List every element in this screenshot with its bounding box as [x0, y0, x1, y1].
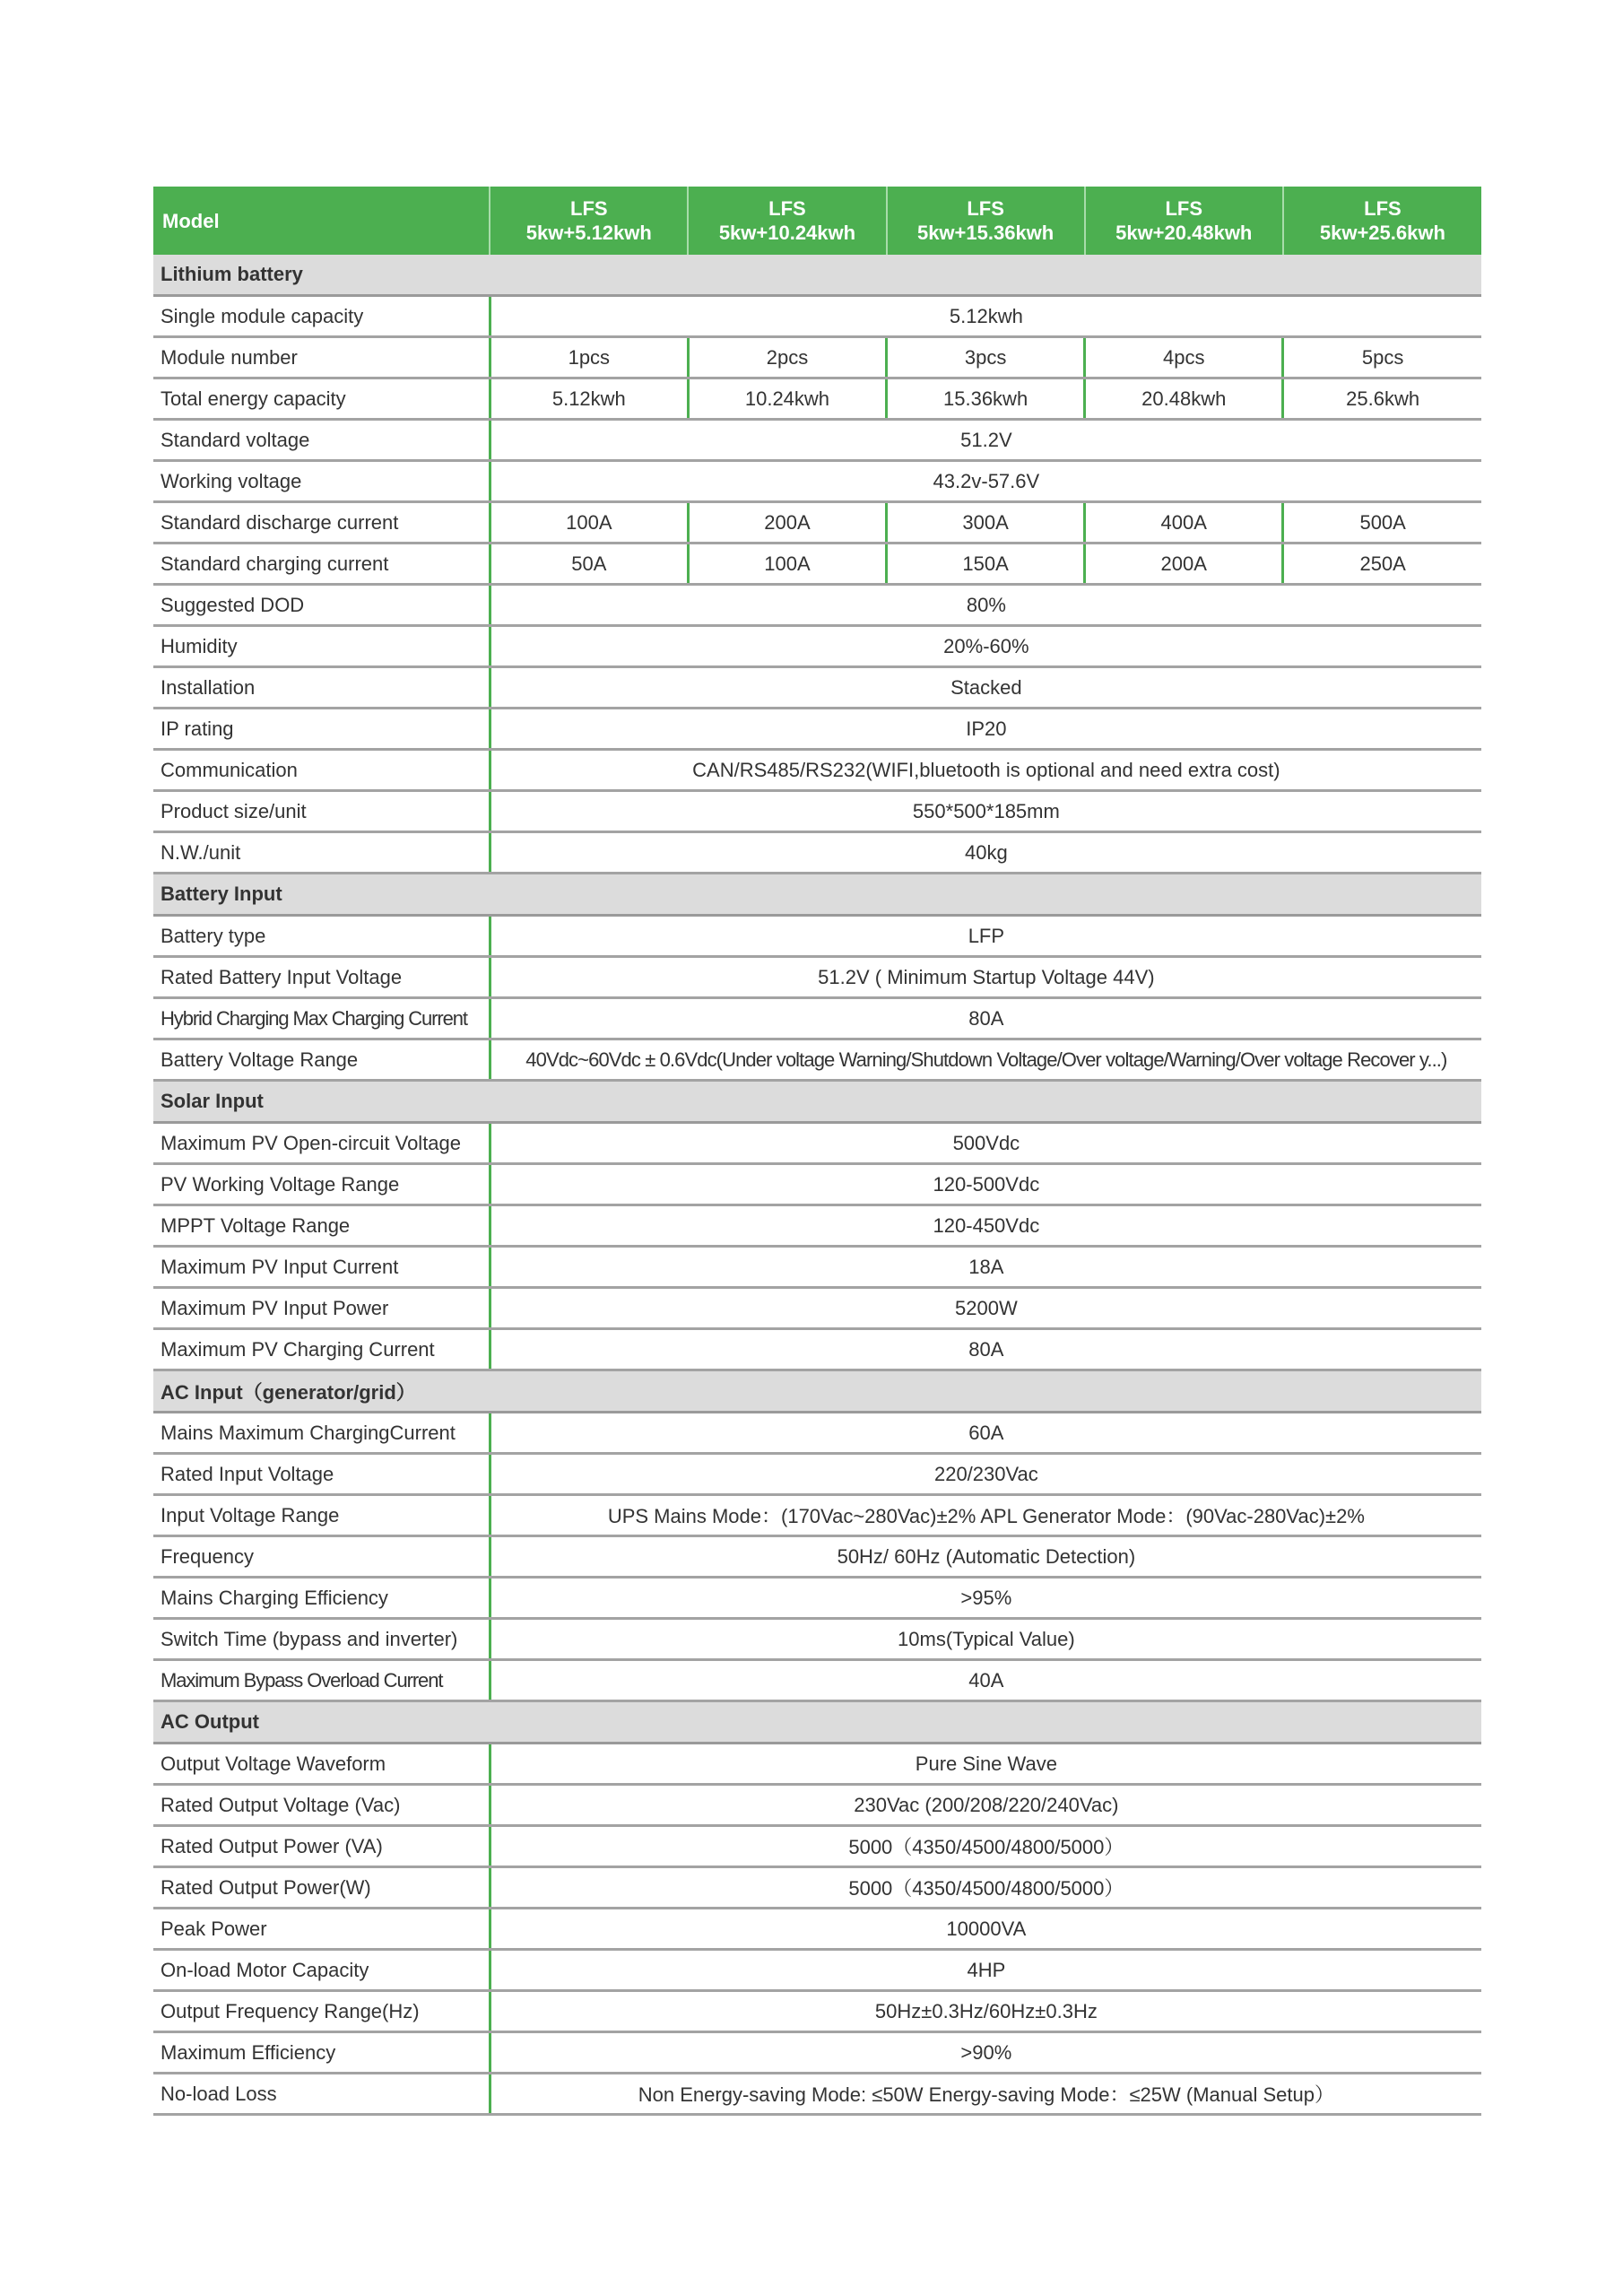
row-value: 3pcs [887, 337, 1085, 378]
row-label: Communication [153, 750, 490, 791]
section-title: Solar Input [153, 1081, 1481, 1123]
table-row [153, 1619, 1481, 1660]
table-row [153, 1495, 1481, 1536]
model-label: Model [153, 187, 490, 255]
table-row [153, 461, 1481, 502]
row-value: 20.48kwh [1085, 378, 1283, 420]
table-row [153, 1744, 1481, 1785]
row-value: 4HP [490, 1950, 1481, 1991]
row-value: 80A [490, 998, 1481, 1039]
row-value: 5200W [490, 1288, 1481, 1329]
row-label: Working voltage [153, 461, 490, 502]
row-value: 230Vac (200/208/220/240Vac) [490, 1785, 1481, 1826]
row-value: 5000（4350/4500/4800/5000） [490, 1867, 1481, 1909]
table-row [153, 957, 1481, 998]
row-label: Peak Power [153, 1909, 490, 1950]
row-label: Maximum PV Input Current [153, 1247, 490, 1288]
row-label: Rated Output Power(W) [153, 1867, 490, 1909]
section-title: Lithium battery [153, 255, 1481, 296]
row-value: 40Vdc~60Vdc ± 0.6Vdc(Under voltage Warning/Shutdown Voltage/Over voltage/Warning/Over voltage Recover y...) [490, 1039, 1481, 1081]
row-value: 51.2V ( Minimum Startup Voltage 44V) [490, 957, 1481, 998]
table-row [153, 998, 1481, 1039]
row-value: 300A [887, 502, 1085, 544]
model-column-line2: 5kw+15.36kwh [916, 222, 1055, 244]
row-label: Standard voltage [153, 420, 490, 461]
table-row [153, 502, 1481, 544]
table-row [153, 916, 1481, 957]
row-value: Non Energy-saving Mode: ≤50W Energy-saving Mode：≤25W (Manual Setup） [490, 2074, 1481, 2115]
section-battery-input [153, 874, 1481, 916]
row-value: 43.2v-57.6V [490, 461, 1481, 502]
spec-table [153, 187, 1481, 2116]
row-value: 80A [490, 1329, 1481, 1370]
table-row [153, 1247, 1481, 1288]
row-value: 550*500*185mm [490, 791, 1481, 832]
row-label: Standard discharge current [153, 502, 490, 544]
table-row [153, 1950, 1481, 1991]
table-row [153, 1123, 1481, 1164]
row-label: Total energy capacity [153, 378, 490, 420]
row-label: Maximum Bypass Overload Current [153, 1660, 490, 1701]
row-value: >90% [490, 2032, 1481, 2074]
table-row [153, 544, 1481, 585]
table-row [153, 1991, 1481, 2032]
row-value: 250A [1283, 544, 1481, 585]
row-value: 25.6kwh [1283, 378, 1481, 420]
row-value: 50A [490, 544, 688, 585]
row-label: N.W./unit [153, 832, 490, 874]
model-column-line1: LFS [768, 197, 806, 220]
section-title: Battery Input [153, 874, 1481, 916]
row-value: 5.12kwh [490, 378, 688, 420]
row-value: 100A [490, 502, 688, 544]
row-value: 200A [688, 502, 886, 544]
model-column-line1: LFS [967, 197, 1004, 220]
row-label: Rated Output Power (VA) [153, 1826, 490, 1867]
row-value: 120-500Vdc [490, 1164, 1481, 1205]
row-label: Single module capacity [153, 296, 490, 337]
row-label: On-load Motor Capacity [153, 1950, 490, 1991]
section-title: AC Input（generator/grid） [153, 1370, 1481, 1413]
table-row [153, 2032, 1481, 2074]
table-row [153, 1660, 1481, 1701]
table-row [153, 832, 1481, 874]
row-label: Standard charging current [153, 544, 490, 585]
row-value: 5pcs [1283, 337, 1481, 378]
row-value: 10000VA [490, 1909, 1481, 1950]
row-label: Humidity [153, 626, 490, 667]
table-row [153, 378, 1481, 420]
row-label: Input Voltage Range [153, 1495, 490, 1536]
row-value: Pure Sine Wave [490, 1744, 1481, 1785]
section-solar-input [153, 1081, 1481, 1123]
row-value: 5.12kwh [490, 296, 1481, 337]
row-label: Module number [153, 337, 490, 378]
row-value: 5000（4350/4500/4800/5000） [490, 1826, 1481, 1867]
table-row [153, 1826, 1481, 1867]
table-row [153, 709, 1481, 750]
table-row [153, 1413, 1481, 1454]
model-column-4 [1085, 187, 1283, 255]
header-row [153, 187, 1481, 255]
row-value: 10.24kwh [688, 378, 886, 420]
row-value: 150A [887, 544, 1085, 585]
row-label: Battery Voltage Range [153, 1039, 490, 1081]
model-column-line1: LFS [1364, 197, 1402, 220]
section-lithium-battery [153, 255, 1481, 296]
row-label: Maximum PV Charging Current [153, 1329, 490, 1370]
row-label: Output Frequency Range(Hz) [153, 1991, 490, 2032]
table-row [153, 1039, 1481, 1081]
row-value: >95% [490, 1578, 1481, 1619]
row-value: 50Hz±0.3Hz/60Hz±0.3Hz [490, 1991, 1481, 2032]
model-column-1 [490, 187, 688, 255]
row-label: PV Working Voltage Range [153, 1164, 490, 1205]
row-label: IP rating [153, 709, 490, 750]
table-row [153, 2074, 1481, 2115]
table-row [153, 296, 1481, 337]
row-label: Suggested DOD [153, 585, 490, 626]
row-value: 100A [688, 544, 886, 585]
table-row [153, 1909, 1481, 1950]
model-column-line1: LFS [570, 197, 608, 220]
row-value: 51.2V [490, 420, 1481, 461]
row-value: 40kg [490, 832, 1481, 874]
row-value: 2pcs [688, 337, 886, 378]
row-value: 120-450Vdc [490, 1205, 1481, 1247]
row-value: 500Vdc [490, 1123, 1481, 1164]
row-value: CAN/RS485/RS232(WIFI,bluetooth is optional and need extra cost) [490, 750, 1481, 791]
model-column-3 [887, 187, 1085, 255]
row-label: Switch Time (bypass and inverter) [153, 1619, 490, 1660]
table-row [153, 667, 1481, 709]
table-row [153, 1329, 1481, 1370]
row-value: 10ms(Typical Value) [490, 1619, 1481, 1660]
row-label: Mains Maximum ChargingCurrent [153, 1413, 490, 1454]
row-label: Rated Output Voltage (Vac) [153, 1785, 490, 1826]
row-value: 80% [490, 585, 1481, 626]
section-ac-input [153, 1370, 1481, 1413]
model-column-2 [688, 187, 886, 255]
model-column-line2: 5kw+20.48kwh [1115, 222, 1253, 244]
row-value: Stacked [490, 667, 1481, 709]
table-row [153, 337, 1481, 378]
row-value: 500A [1283, 502, 1481, 544]
model-column-line2: 5kw+10.24kwh [718, 222, 856, 244]
row-label: Battery type [153, 916, 490, 957]
row-value: 220/230Vac [490, 1454, 1481, 1495]
row-label: Maximum PV Open-circuit Voltage [153, 1123, 490, 1164]
row-value: 20%-60% [490, 626, 1481, 667]
row-label: Rated Battery Input Voltage [153, 957, 490, 998]
model-column-5 [1283, 187, 1481, 255]
row-value: 1pcs [490, 337, 688, 378]
section-title: AC Output [153, 1701, 1481, 1744]
table-row [153, 750, 1481, 791]
model-column-line1: LFS [1165, 197, 1203, 220]
table-row [153, 1867, 1481, 1909]
table-row [153, 1536, 1481, 1578]
model-column-line2: 5kw+5.12kwh [525, 222, 652, 244]
row-value: 60A [490, 1413, 1481, 1454]
row-label: No-load Loss [153, 2074, 490, 2115]
row-value: 40A [490, 1660, 1481, 1701]
section-ac-output [153, 1701, 1481, 1744]
table-row [153, 626, 1481, 667]
row-label: Output Voltage Waveform [153, 1744, 490, 1785]
row-value: 400A [1085, 502, 1283, 544]
table-row [153, 1454, 1481, 1495]
row-value: 200A [1085, 544, 1283, 585]
row-value: LFP [490, 916, 1481, 957]
table-row [153, 1578, 1481, 1619]
row-value: 18A [490, 1247, 1481, 1288]
table-row [153, 1288, 1481, 1329]
row-value: 4pcs [1085, 337, 1283, 378]
row-label: Hybrid Charging Max Charging Current [153, 998, 490, 1039]
table-row [153, 1785, 1481, 1826]
row-label: Frequency [153, 1536, 490, 1578]
row-label: Rated Input Voltage [153, 1454, 490, 1495]
row-value: UPS Mains Mode：(170Vac~280Vac)±2% APL Generator Mode：(90Vac-280Vac)±2% [490, 1495, 1481, 1536]
row-label: Maximum PV Input Power [153, 1288, 490, 1329]
row-label: Mains Charging Efficiency [153, 1578, 490, 1619]
table-row [153, 585, 1481, 626]
row-value: IP20 [490, 709, 1481, 750]
row-label: Maximum Efficiency [153, 2032, 490, 2074]
table-row [153, 1164, 1481, 1205]
table-row [153, 791, 1481, 832]
model-column-line2: 5kw+25.6kwh [1319, 222, 1445, 244]
row-label: Product size/unit [153, 791, 490, 832]
row-label: MPPT Voltage Range [153, 1205, 490, 1247]
table-row [153, 420, 1481, 461]
row-value: 50Hz/ 60Hz (Automatic Detection) [490, 1536, 1481, 1578]
table-row [153, 1205, 1481, 1247]
row-label: Installation [153, 667, 490, 709]
row-value: 15.36kwh [887, 378, 1085, 420]
